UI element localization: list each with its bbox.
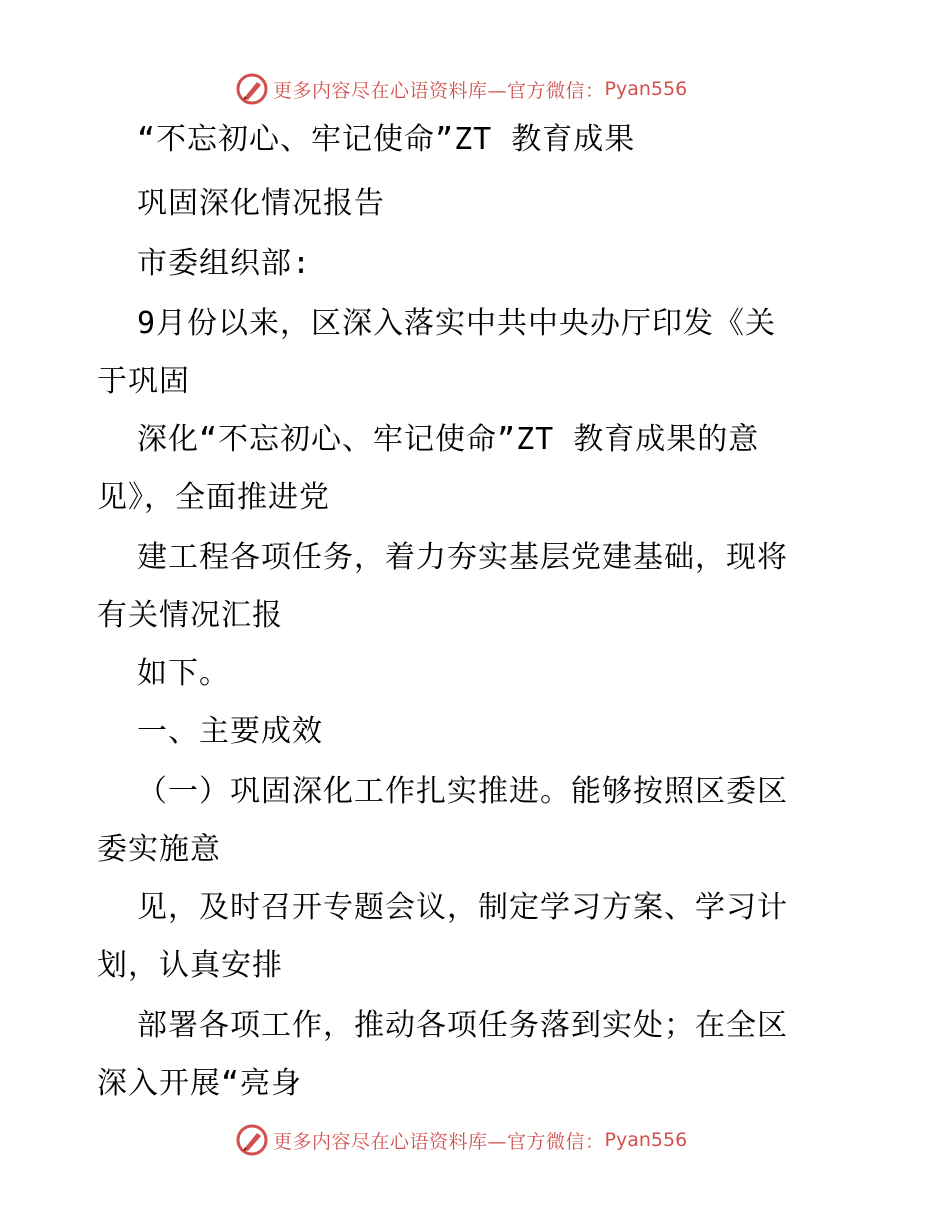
doc-section-heading: 一、主要成效 xyxy=(137,714,323,749)
doc-line: 如下。 xyxy=(137,656,230,691)
doc-line: 见，及时召开专题会议，制定学习方案、学习计 xyxy=(137,890,788,925)
doc-line: 部署各项工作，推动各项任务落到实处；在全区 xyxy=(137,1008,788,1043)
doc-line: 见》，全面推进党 xyxy=(97,480,330,515)
watermark-banner-top xyxy=(235,72,715,106)
watermark-wechat-id: Pyan556 xyxy=(604,1129,688,1151)
doc-title-line-2: 巩固深化情况报告 xyxy=(137,186,385,221)
watermark-text: 更多内容尽在心语资料库—官方微信： xyxy=(273,79,605,102)
pen-circle-logo-icon xyxy=(235,72,269,106)
doc-title-line-1: “不忘初心、牢记使命”ZT 教育成果 xyxy=(137,122,636,157)
doc-line: 深入开展“亮身 xyxy=(97,1066,303,1101)
doc-line: 于巩固 xyxy=(97,364,190,399)
doc-line: 9月份以来，区深入落实中共中央办厅印发《关 xyxy=(137,306,777,341)
pen-circle-logo-icon xyxy=(235,1123,269,1157)
doc-line: 建工程各项任务，着力夯实基层党建基础，现将 xyxy=(137,540,788,575)
doc-line: 委实施意 xyxy=(97,832,221,867)
doc-line: 深化“不忘初心、牢记使命”ZT 教育成果的意 xyxy=(137,422,760,457)
doc-line: （一）巩固深化工作扎实推进。能够按照区委区 xyxy=(137,774,788,809)
watermark-text: 更多内容尽在心语资料库—官方微信： xyxy=(273,1130,605,1153)
watermark-banner-bottom xyxy=(235,1123,715,1157)
doc-line: 划，认真安排 xyxy=(97,948,283,983)
doc-line: 有关情况汇报 xyxy=(97,598,283,633)
doc-recipient: 市委组织部: xyxy=(137,246,312,281)
watermark-wechat-id: Pyan556 xyxy=(604,78,688,100)
